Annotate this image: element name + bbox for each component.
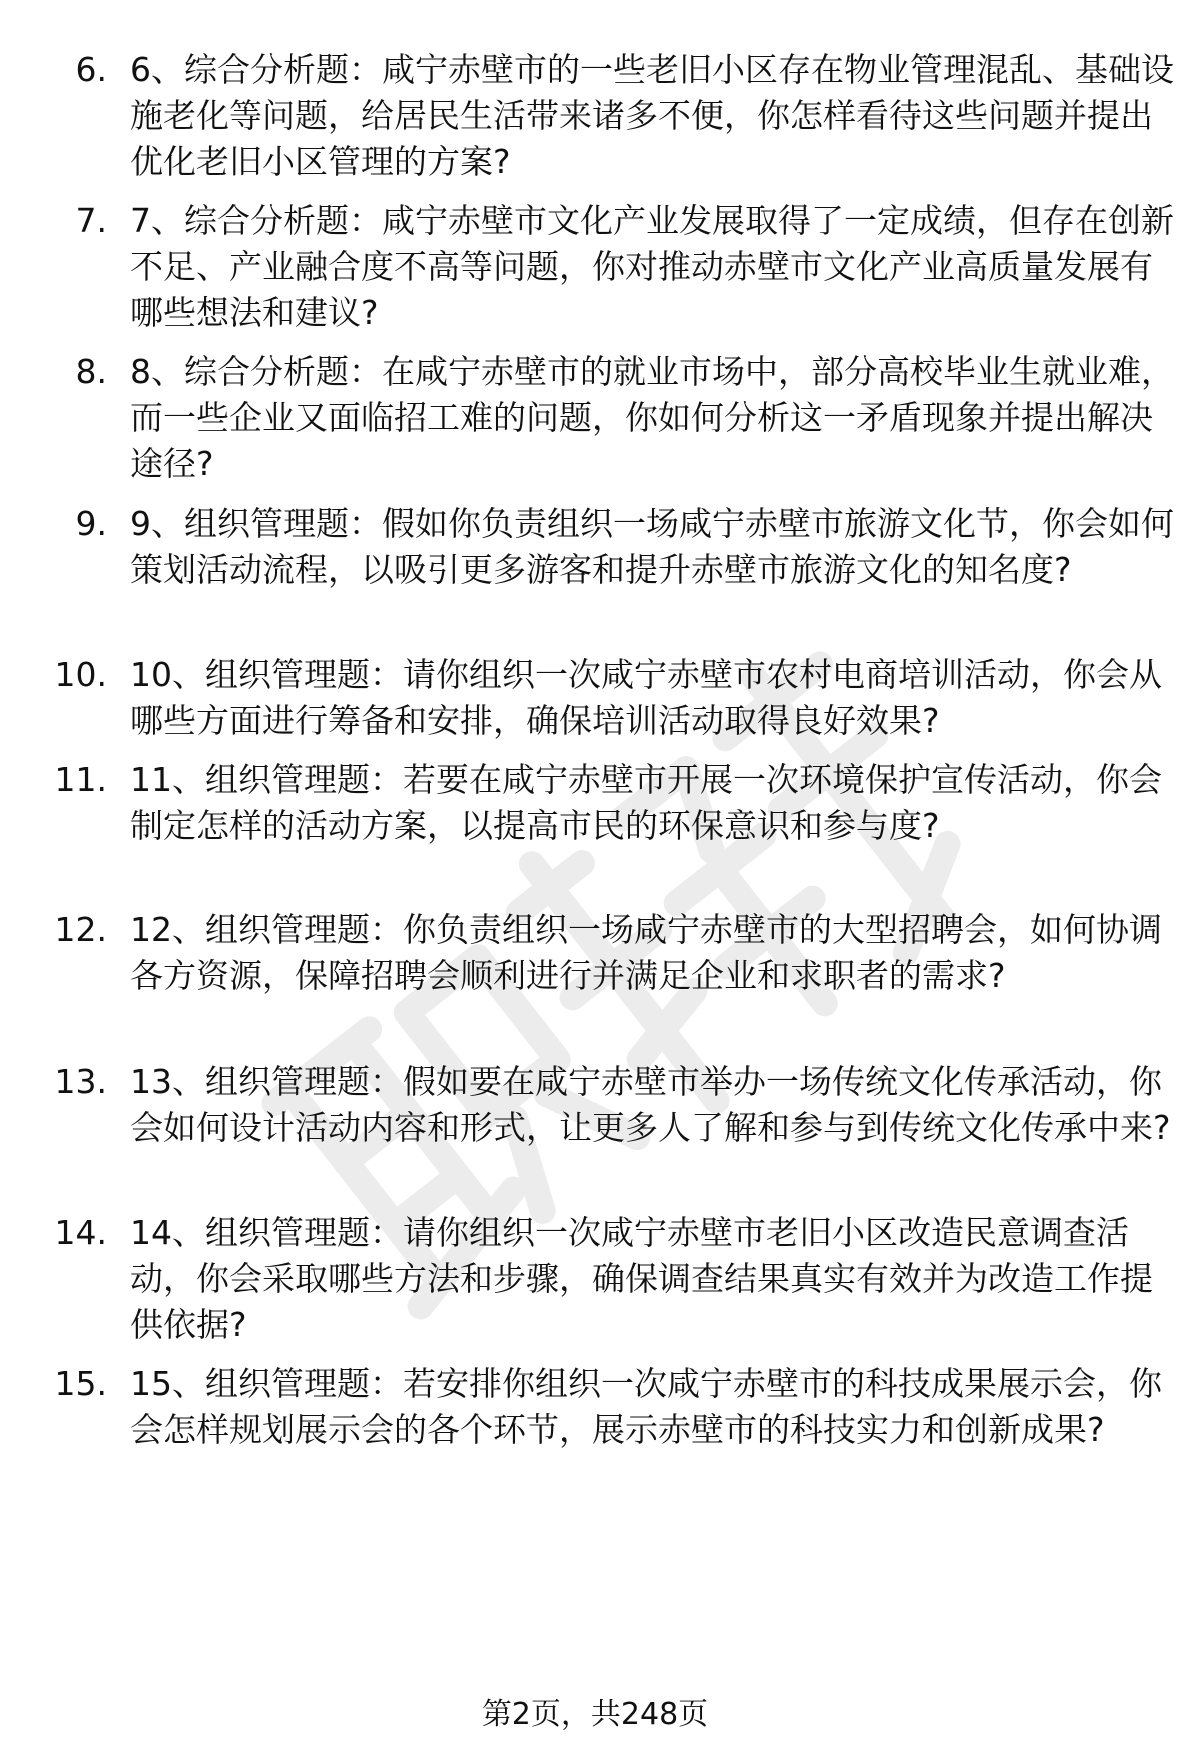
question-text: 11、组织管理题：若要在咸宁赤壁市开展一次环境保护宣传活动，你会制定怎样的活动方案，以提高市民的环保意识和参与度? <box>130 760 1162 845</box>
question-text: 8、综合分析题：在咸宁赤壁市的就业市场中，部分高校毕业生就业难，而一些企业又面临招工难的问题，你如何分析这一矛盾现象并提出解决途径? <box>130 352 1174 483</box>
question-number: 15. <box>54 1364 107 1403</box>
question-number: 12. <box>54 910 107 949</box>
question-number: 13. <box>54 1062 107 1101</box>
question-text: 12、组织管理题：你负责组织一场咸宁赤壁市的大型招聘会，如何协调各方资源，保障招聘会顺利进行并满足企业和求职者的需求? <box>130 910 1162 995</box>
question-text: 15、组织管理题：若安排你组织一次咸宁赤壁市的科技成果展示会，你会怎样规划展示会的各个环节，展示赤壁市的科技实力和创新成果? <box>130 1364 1162 1449</box>
question-number: 8. <box>75 352 107 391</box>
question-number: 6. <box>75 50 107 89</box>
question-text: 10、组织管理题：请你组织一次咸宁赤壁市农村电商培训活动，你会从哪些方面进行筹备和安排，确保培训活动取得良好效果? <box>130 655 1162 740</box>
question-text: 14、组织管理题：请你组织一次咸宁赤壁市老旧小区改造民意调查活动，你会采取哪些方法和步骤，确保调查结果真实有效并为改造工作提供依据? <box>130 1213 1153 1344</box>
question-text: 13、组织管理题：假如要在咸宁赤壁市举办一场传统文化传承活动，你会如何设计活动内容和形式，让更多人了解和参与到传统文化传承中来? <box>130 1062 1171 1147</box>
question-number: 10. <box>54 655 107 694</box>
question-text: 6、综合分析题：咸宁赤壁市的一些老旧小区存在物业管理混乱、基础设施老化等问题，给居民生活带来诸多不便，你怎样看待这些问题并提出优化老旧小区管理的方案? <box>130 50 1174 181</box>
question-text: 9、组织管理题：假如你负责组织一场咸宁赤壁市旅游文化节，你会如何策划活动流程，以吸引更多游客和提升赤壁市旅游文化的知名度? <box>130 504 1174 589</box>
page-indicator: 第2页，共248页 <box>481 1697 709 1732</box>
question-number: 7. <box>75 201 107 240</box>
question-number: 11. <box>54 760 107 799</box>
question-number: 9. <box>75 504 107 543</box>
question-number: 14. <box>54 1213 107 1252</box>
question-text: 7、综合分析题：咸宁赤壁市文化产业发展取得了一定成绩，但存在创新不足、产业融合度不高等问题，你对推动赤壁市文化产业高质量发展有哪些想法和建议? <box>130 201 1174 332</box>
